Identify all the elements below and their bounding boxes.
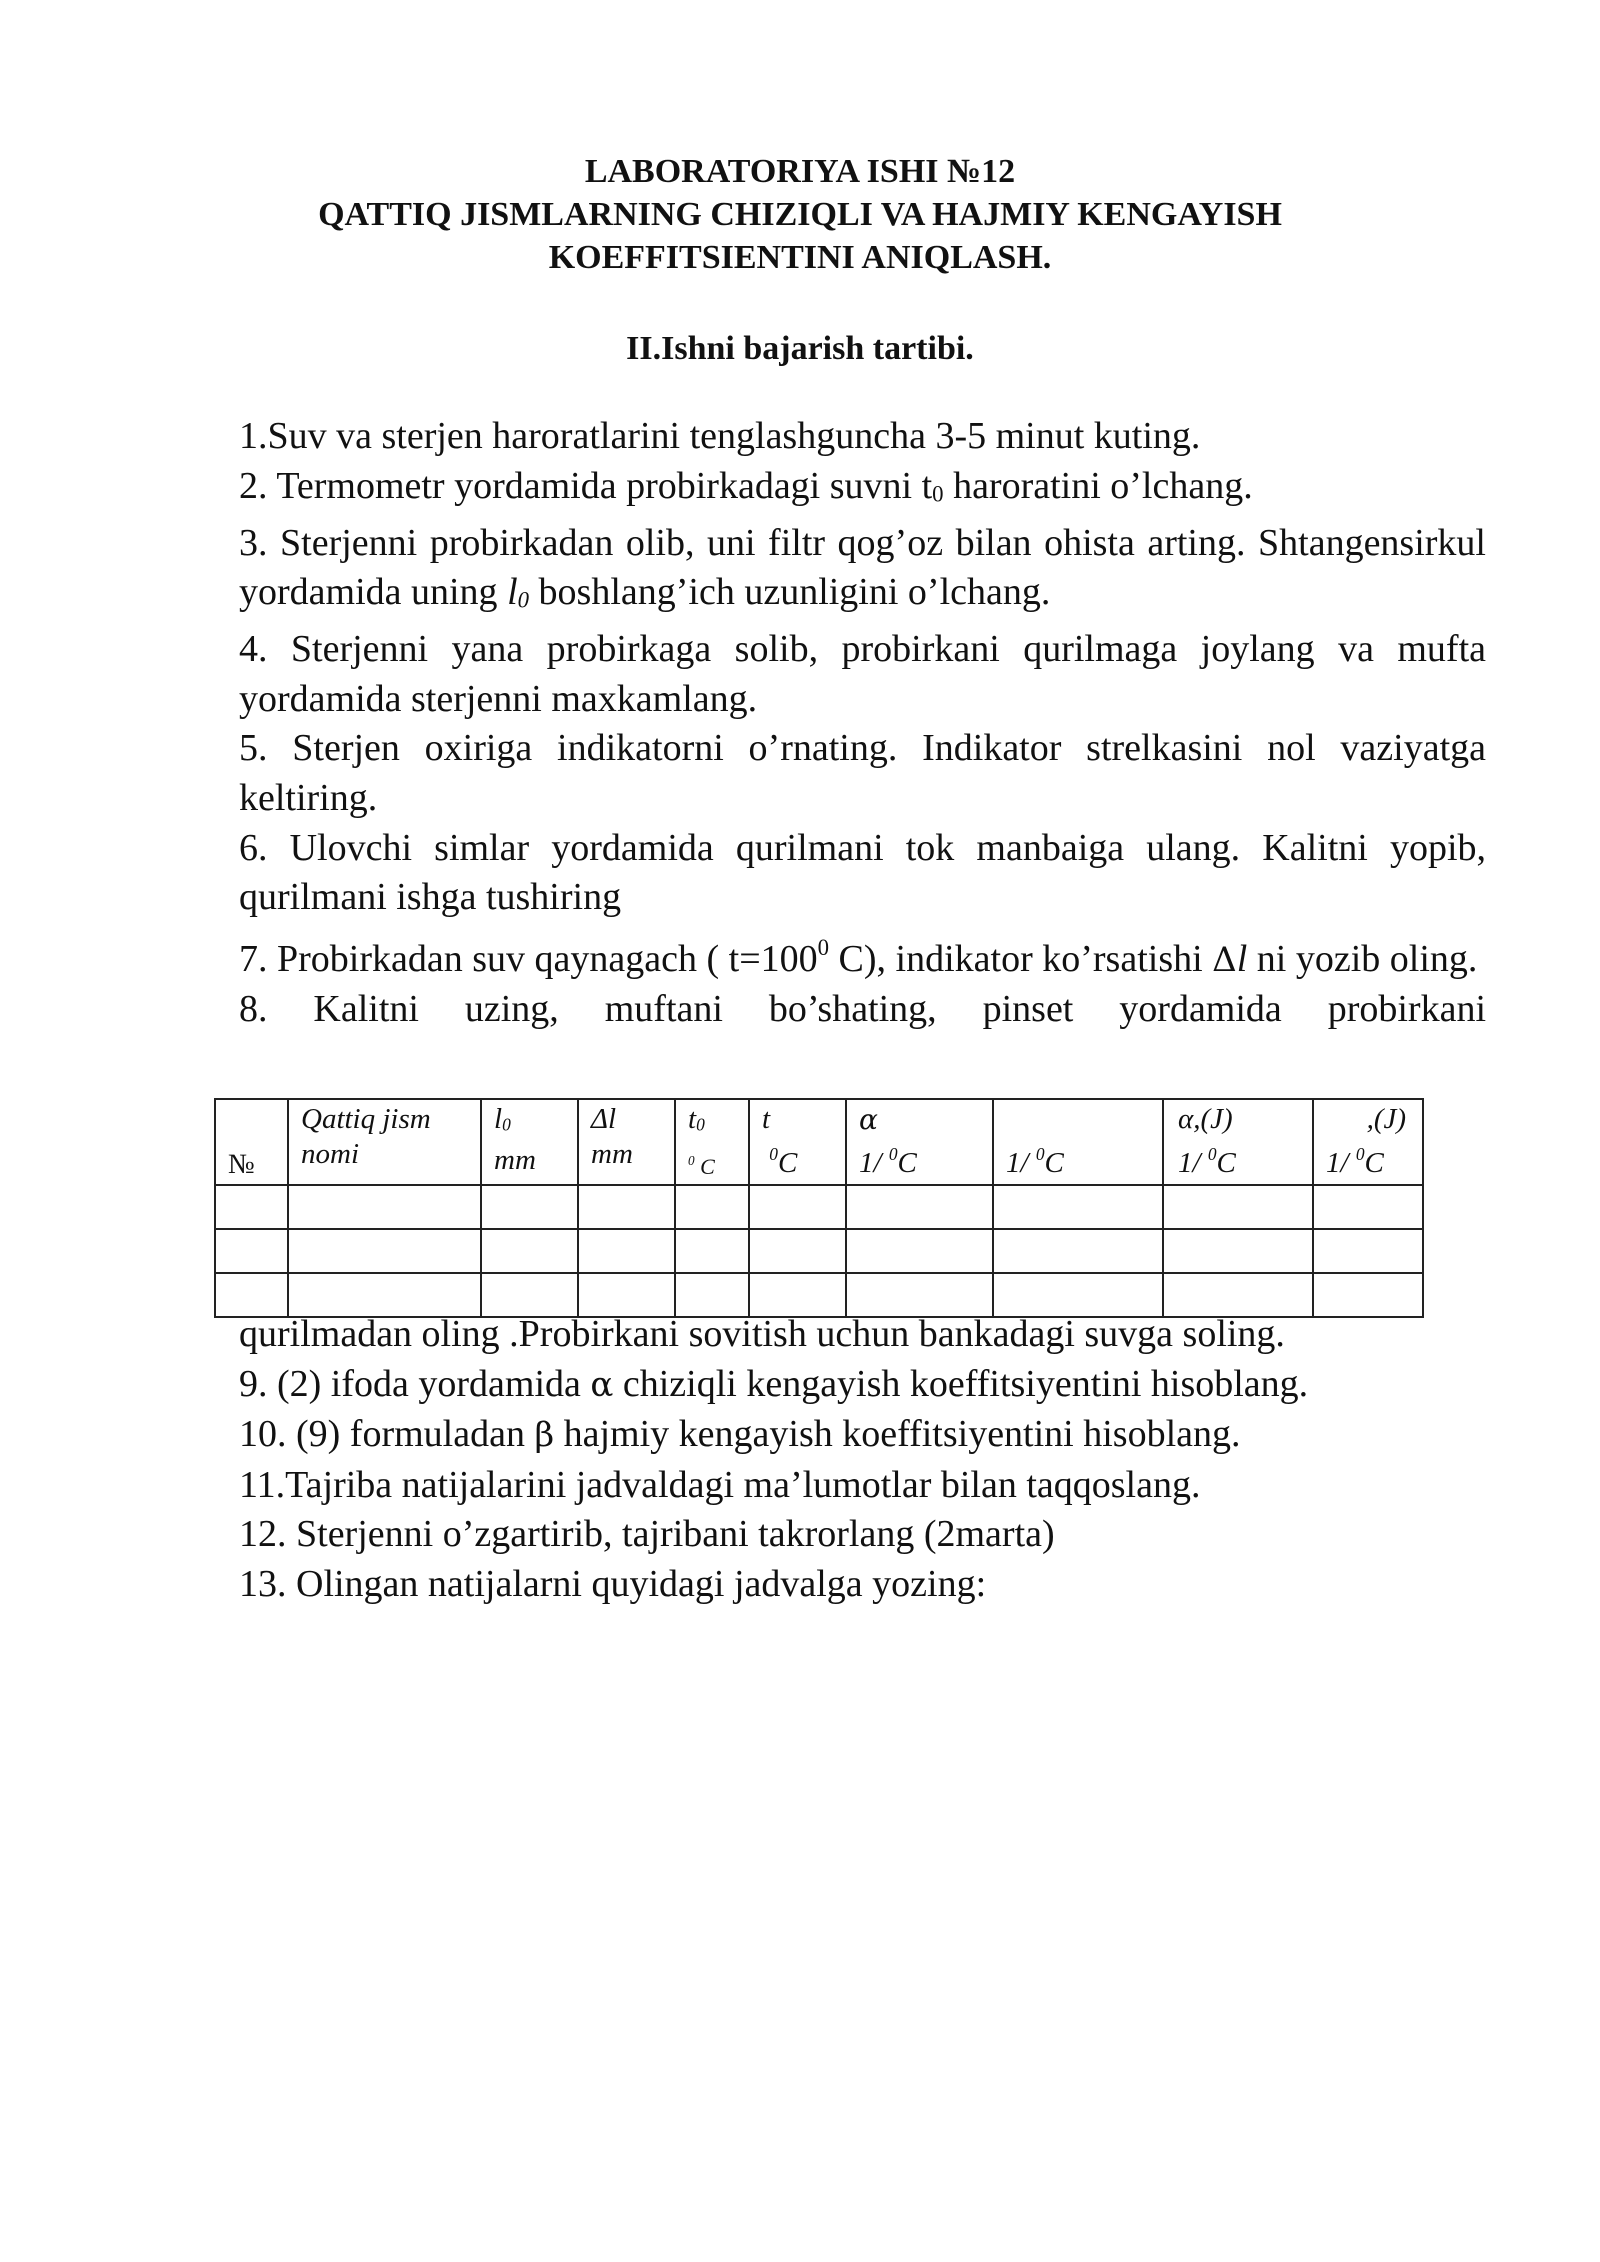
step-3-l-symbol: l (507, 571, 518, 614)
header-alpha-unit: 1/ (859, 1147, 889, 1180)
table-cell (1313, 1229, 1423, 1273)
beta-symbol: β (534, 1415, 555, 1455)
step-3-text: 3. Sterjenni probirkadan olib, uni filtr qog’oz bilan ohista arting. Shtangensirkul yordamida uning (239, 521, 1486, 614)
step-5: 5. Sterjen oxiriga indikatorni o’rnating. Indikator strelkasini nol vaziyatga keltiring. (239, 727, 1486, 819)
header-dl-symbol: Δl (591, 1103, 617, 1135)
header-material-name (288, 1099, 481, 1185)
header-t-unit: C (777, 1147, 798, 1180)
header-beta-unit: 1/ (1006, 1147, 1036, 1180)
step-11: 11.Tajriba natijalarini jadvaldagi ma’lumotlar bilan taqqoslang. (239, 1463, 1201, 1506)
step-7-text: 7. Probirkadan suv qaynagach ( t=100 (239, 937, 818, 980)
step-12: 12. Sterjenni o’zgartirib, tajribani takrorlang (2marta) (239, 1513, 1055, 1555)
table-cell (749, 1229, 846, 1273)
step-10-text-end: hajmiy kengayish koeffitsiyentini hisoblang. (554, 1413, 1241, 1455)
header-betaJ-symbol: ,(J) (1366, 1103, 1406, 1135)
table-cell (481, 1185, 578, 1229)
header-alphaJ-unit-c: C (1216, 1147, 1236, 1180)
header-t0-symbol: t (688, 1103, 697, 1135)
step-9-text: 9. (2) ifoda yordamida (239, 1362, 591, 1405)
header-initial-temp (675, 1099, 749, 1185)
header-beta-degree: 0 (1035, 1144, 1045, 1164)
header-number: № (215, 1099, 288, 1185)
table-cell (846, 1229, 993, 1273)
table-cell (675, 1185, 749, 1229)
table-cell (846, 1185, 993, 1229)
step-9 (239, 1360, 1486, 1411)
header-elongation (578, 1099, 675, 1185)
table-row (215, 1229, 1423, 1273)
header-t-symbol: t (762, 1103, 771, 1135)
step-10-text: 10. (9) formuladan (239, 1413, 535, 1455)
header-l0-symbol: l (494, 1103, 503, 1135)
table-cell (1313, 1185, 1423, 1229)
header-t0-subscript: 0 (696, 1114, 705, 1135)
step-10 (239, 1410, 1486, 1461)
header-alpha (846, 1099, 993, 1185)
header-beta-unit-c: C (1044, 1147, 1064, 1180)
table-cell (749, 1185, 846, 1229)
table-cell (288, 1229, 481, 1273)
header-material-line1: Qattiq jism (301, 1103, 431, 1135)
header-alphaJ-symbol: α,(J) (1178, 1103, 1233, 1135)
header-l0-subscript: 0 (502, 1114, 511, 1135)
step-7-superscript: 0 (817, 934, 830, 960)
header-initial-length (481, 1099, 578, 1185)
table-cell (578, 1185, 675, 1229)
header-betaJ-unit: 1/ (1326, 1147, 1356, 1180)
table-cell (1163, 1229, 1313, 1273)
header-material-line2: nomi (301, 1138, 359, 1170)
header-alpha-unit-c: C (897, 1147, 917, 1180)
step-7-l-symbol: l (1236, 937, 1248, 980)
header-betaJ-degree: 0 (1355, 1144, 1365, 1164)
step-3-text-end: boshlang’ich uzunligini o’lchang. (529, 571, 1051, 614)
header-final-temp (749, 1099, 846, 1185)
step-8: 8. Kalitni uzing, muftani bo’shating, pinset yordamida probirkani (239, 988, 1486, 1031)
header-dl-unit: mm (591, 1138, 633, 1170)
step-2-subscript: 0 (932, 481, 944, 506)
table-cell (578, 1229, 675, 1273)
header-alpha-symbol: α (859, 1103, 878, 1136)
step-4: 4. Sterjenni yana probirkaga solib, probirkani qurilmaga joylang va mufta yordamida sterjenni maxkamlang. (239, 628, 1486, 720)
header-alpha-degree: 0 (888, 1144, 898, 1164)
step-1: 1.Suv va sterjen haroratlarini tenglashguncha 3-5 minut kuting. (239, 415, 1201, 457)
lab-title: LABORATORIYA ISHI №12 (584, 153, 1016, 190)
step-7 (239, 923, 1486, 986)
header-beta-reference (1313, 1099, 1423, 1185)
section-title: II.Ishni bajarish tartibi. (626, 330, 974, 367)
procedure-steps (239, 412, 1486, 1035)
topic-title-line2: KOEFFITSIENTINI ANIQLASH. (548, 239, 1052, 276)
step-6: 6. Ulovchi simlar yordamida qurilmani tok manbaiga ulang. Kalitni yopib, qurilmani ishga tushiring (239, 826, 1486, 919)
topic-title-line1: QATTIQ JISMLARNING CHIZIQLI VA HAJMIY KENGAYISH (318, 196, 1282, 233)
step-2-text: 2. Termometr yordamida probirkadagi suvni t (239, 464, 933, 507)
header-alpha-reference (1163, 1099, 1313, 1185)
step-9-text-end: chiziqli kengayish koeffitsiyentini hisoblang. (613, 1362, 1309, 1405)
table-cell (215, 1229, 288, 1273)
results-table (214, 1098, 1424, 1318)
step-2 (239, 462, 1486, 519)
step-13: 13. Olingan natijalarni quyidagi jadvalga yozing: (239, 1562, 987, 1605)
step-2-text-end: haroratini o’lchang. (943, 464, 1253, 507)
header-l0-unit: mm (494, 1143, 536, 1176)
table-row (215, 1185, 1423, 1229)
alpha-symbol: α (590, 1364, 614, 1405)
header-t-degree: 0 (769, 1144, 778, 1164)
table-cell (993, 1185, 1163, 1229)
document-header (0, 150, 1600, 279)
step-3 (239, 519, 1486, 626)
table-cell (993, 1229, 1163, 1273)
header-alphaJ-unit: 1/ (1178, 1147, 1208, 1180)
header-t0-degree: 0 (688, 1152, 695, 1168)
table-cell (288, 1185, 481, 1229)
step-7-text-mid: C), indikator ko’rsatishi (829, 937, 1213, 980)
header-alphaJ-degree: 0 (1207, 1144, 1217, 1164)
table-cell (215, 1185, 288, 1229)
header-t0-unit: C (700, 1153, 715, 1179)
table-cell (675, 1229, 749, 1273)
header-beta (993, 1099, 1163, 1185)
procedure-steps-continued (239, 1310, 1486, 1609)
table-cell (1163, 1185, 1313, 1229)
delta-symbol: Δ (1212, 939, 1237, 980)
step-3-subscript: 0 (517, 587, 530, 613)
step-7-text-end: ni yozib oling. (1247, 937, 1478, 980)
table-header-row (215, 1099, 1423, 1185)
table-cell (481, 1229, 578, 1273)
header-betaJ-unit-c: C (1364, 1147, 1384, 1180)
step-8-continued: qurilmadan oling .Probirkani sovitish uchun bankadagi suvga soling. (239, 1313, 1285, 1355)
